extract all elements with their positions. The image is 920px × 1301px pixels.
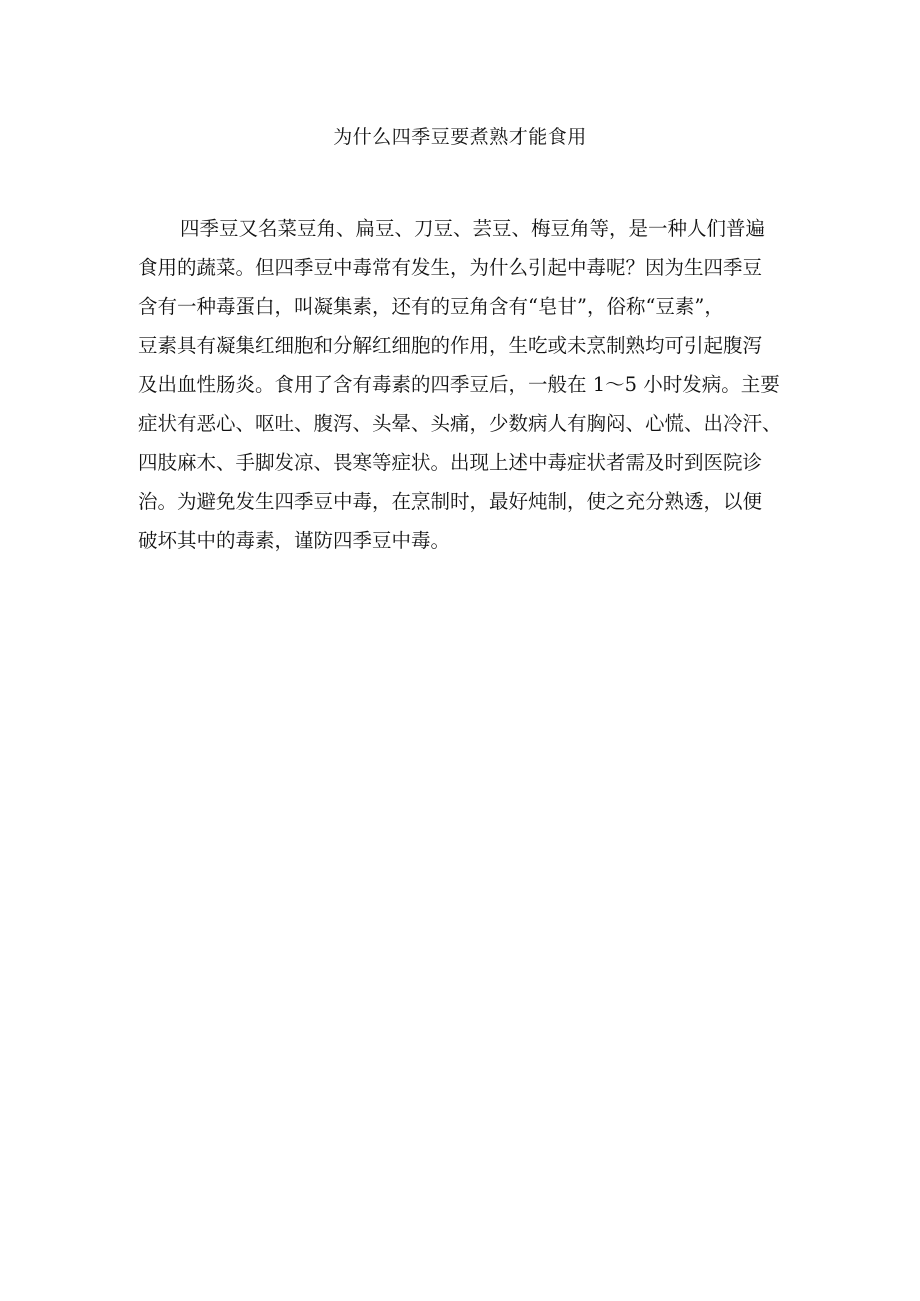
paragraph-line-5: 及出血性肠炎。食用了含有毒素的四季豆后，一般在 1～5 小时发病。主要 bbox=[138, 373, 780, 396]
paragraph-line-9: 破坏其中的毒素，谨防四季豆中毒。 bbox=[138, 529, 451, 552]
paragraph-line-6: 症状有恶心、呕吐、腹泻、头晕、头痛，少数病人有胸闷、心慌、出冷汗、 bbox=[138, 412, 782, 435]
document-title: 为什么四季豆要煮熟才能食用 bbox=[333, 126, 587, 148]
paragraph-line-8: 治。为避免发生四季豆中毒，在烹制时，最好炖制，使之充分熟透，以便 bbox=[138, 490, 763, 513]
paragraph-line-2: 食用的蔬菜。但四季豆中毒常有发生，为什么引起中毒呢？因为生四季豆 bbox=[138, 256, 763, 279]
paragraph-line-3: 含有一种毒蛋白，叫凝集素，还有的豆角含有“皂甘”，俗称“豆素”， bbox=[138, 295, 724, 318]
paragraph-line-4: 豆素具有凝集红细胞和分解红细胞的作用，生吃或未烹制熟均可引起腹泻 bbox=[138, 334, 763, 357]
paragraph-line-1: 四季豆又名菜豆角、扁豆、刀豆、芸豆、梅豆角等，是一种人们普遍 bbox=[180, 217, 766, 240]
document-body bbox=[138, 214, 798, 565]
paragraph-line-7: 四肢麻木、手脚发凉、畏寒等症状。出现上述中毒症状者需及时到医院诊 bbox=[138, 451, 763, 474]
